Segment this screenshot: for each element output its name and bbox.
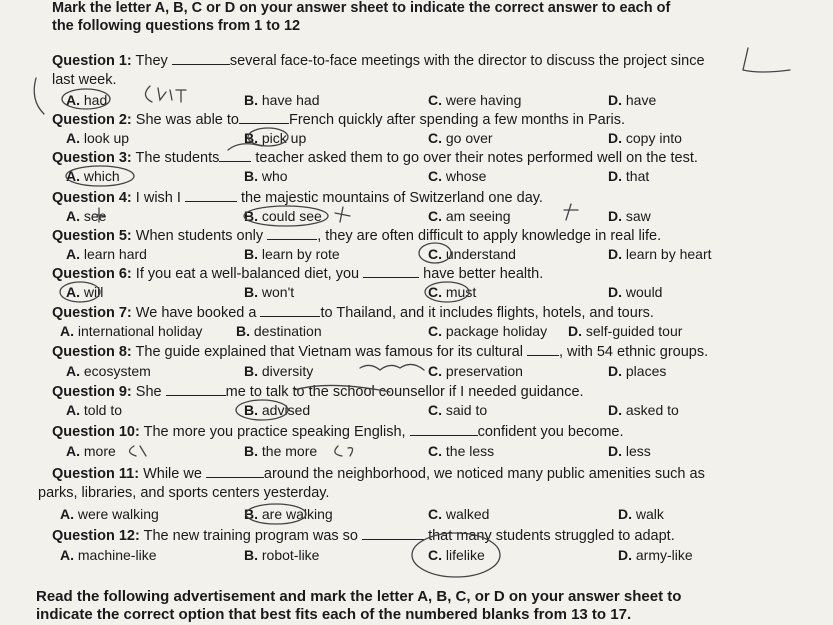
- question-label: Question 11:: [52, 466, 140, 482]
- question-2: [52, 111, 625, 128]
- question-text-pre: The more you practice speaking English,: [143, 424, 406, 440]
- q12-option-a[interactable]: A. machine-like: [60, 547, 157, 563]
- question-text-pre: If you eat a well-balanced diet, you: [135, 266, 360, 282]
- q6-option-a[interactable]: A. will: [66, 284, 104, 300]
- q5-option-b[interactable]: B. learn by rote: [244, 246, 340, 262]
- q6-option-d[interactable]: D. would: [608, 284, 663, 300]
- q7-option-b[interactable]: B. destination: [236, 323, 322, 339]
- q10-option-a[interactable]: A. more: [66, 443, 116, 459]
- q2-option-d[interactable]: D. copy into: [608, 130, 682, 146]
- q5-option-d[interactable]: D. learn by heart: [608, 246, 712, 262]
- q11-option-d[interactable]: D. walk: [618, 506, 664, 522]
- q4-option-a[interactable]: A. see: [66, 208, 107, 224]
- question-text-pre: I wish I: [135, 190, 181, 206]
- q9-option-d[interactable]: D. asked to: [608, 402, 679, 418]
- question-8: [52, 343, 708, 360]
- q3-option-c[interactable]: C. whose: [428, 168, 487, 184]
- question-label: Question 12:: [52, 528, 140, 544]
- question-text-pre: They: [135, 53, 168, 69]
- q12-option-b[interactable]: B. robot-like: [244, 547, 320, 563]
- section-instruction-line-1: Read the following advertisement and mark the letter A, B, C, or D on your answer sheet to: [36, 588, 682, 605]
- question-label: Question 7:: [52, 305, 132, 321]
- question-text-pre: The new training program was so: [143, 528, 358, 544]
- q7-option-d[interactable]: D. self-guided tour: [568, 323, 683, 339]
- question-text-pre: The guide explained that Vietnam was famous for its cultural: [135, 344, 523, 360]
- question-text-post: confident you become.: [477, 424, 624, 440]
- q1-option-b[interactable]: B. have had: [244, 92, 320, 108]
- answer-blank: [185, 189, 237, 202]
- question-label: Question 6:: [52, 266, 132, 282]
- answer-blank: [362, 527, 424, 540]
- q10-option-d[interactable]: D. less: [608, 443, 651, 459]
- q11-option-a[interactable]: A. were walking: [60, 506, 159, 522]
- q9-option-b[interactable]: B. advised: [244, 402, 311, 418]
- question-text-post: me to talk to the school counsellor if I needed guidance.: [225, 384, 584, 400]
- instruction-line-1: Mark the letter A, B, C or D on your answer sheet to indicate the correct answer to each of: [52, 0, 671, 16]
- q4-option-b[interactable]: B. could see: [244, 208, 322, 224]
- q7-option-a[interactable]: A. international holiday: [60, 323, 203, 339]
- answer-blank: [219, 149, 251, 162]
- answer-blank: [527, 343, 559, 356]
- q11-option-b[interactable]: B. are walking: [244, 506, 333, 522]
- q4-option-d[interactable]: D. saw: [608, 208, 651, 224]
- question-text-pre: She: [135, 384, 162, 400]
- question-text-pre: When students only: [135, 228, 264, 244]
- pencil-cross-q4b: [335, 207, 350, 222]
- question-3: [52, 149, 698, 166]
- q5-option-c[interactable]: C. understand: [428, 246, 516, 262]
- q12-option-d[interactable]: D. army-like: [618, 547, 693, 563]
- q8-option-a[interactable]: A. ecosystem: [66, 363, 151, 379]
- question-text-post: , they are often difficult to apply knowledge in real life.: [317, 228, 662, 244]
- answer-blank: [363, 265, 419, 278]
- pencil-scribble-q8: [360, 364, 424, 370]
- question-label: Question 8:: [52, 344, 132, 360]
- q9-option-a[interactable]: A. told to: [66, 402, 123, 418]
- q8-option-b[interactable]: B. diversity: [244, 363, 314, 379]
- question-label: Question 10:: [52, 424, 140, 440]
- q8-option-c[interactable]: C. preservation: [428, 363, 523, 379]
- question-text-pre: She was able to: [135, 112, 239, 128]
- q10-option-b[interactable]: B. the more: [244, 443, 318, 459]
- question-11: [52, 465, 705, 482]
- question-10: [52, 423, 624, 440]
- pencil-cross-q4c: [564, 204, 578, 220]
- q1-option-c[interactable]: C. were having: [428, 92, 522, 108]
- pencil-scribble-q1: [145, 86, 186, 102]
- question-5: [52, 227, 661, 244]
- question-7: [52, 304, 654, 321]
- answer-blank: [267, 227, 317, 240]
- question-label: Question 3:: [52, 150, 132, 166]
- pencil-curve-mark: [34, 78, 44, 114]
- q2-option-a[interactable]: A. look up: [66, 130, 130, 146]
- question-text-post: around the neighborhood, we noticed many public amenities such as: [263, 466, 705, 482]
- question-label: Question 1:: [52, 53, 132, 69]
- question-6: [52, 265, 543, 282]
- question-text-post: that many students struggled to adapt.: [428, 528, 675, 544]
- answer-blank: [410, 423, 478, 436]
- question-1-continued: last week.: [52, 72, 117, 88]
- answer-blank: [206, 465, 264, 478]
- question-11-continued: parks, libraries, and sports centers yesterday.: [38, 485, 330, 501]
- q1-option-a[interactable]: A. had: [66, 92, 108, 108]
- question-text-post: have better health.: [423, 266, 544, 282]
- question-text-post: , with 54 ethnic groups.: [559, 344, 709, 360]
- q3-option-a[interactable]: A. which: [66, 168, 120, 184]
- instruction-line-2: the following questions from 1 to 12: [52, 18, 301, 34]
- question-label: Question 5:: [52, 228, 132, 244]
- q5-option-a[interactable]: A. learn hard: [66, 246, 147, 262]
- answer-blank: [260, 304, 320, 317]
- q6-option-b[interactable]: B. won't: [244, 284, 295, 300]
- question-text-post: the majestic mountains of Switzerland one day.: [240, 190, 543, 206]
- question-9: [52, 383, 584, 400]
- q2-option-c[interactable]: C. go over: [428, 130, 493, 146]
- q7-option-c[interactable]: C. package holiday: [428, 323, 548, 339]
- answer-blank: [166, 383, 226, 396]
- question-label: Question 9:: [52, 384, 132, 400]
- answer-blank: [172, 52, 230, 65]
- q2-option-b[interactable]: B. pick up: [244, 130, 307, 146]
- q3-option-b[interactable]: B. who: [244, 168, 288, 184]
- section-instruction-line-2: indicate the correct option that best fits each of the numbered blanks from 13 to 17.: [36, 606, 632, 623]
- q9-option-c[interactable]: C. said to: [428, 402, 488, 418]
- q1-option-d[interactable]: D. have: [608, 92, 657, 108]
- answer-blank: [239, 111, 289, 124]
- pencil-bracket-mark: [743, 48, 790, 72]
- question-label: Question 4:: [52, 190, 132, 206]
- q11-option-c[interactable]: C. walked: [428, 506, 490, 522]
- q4-option-c[interactable]: C. am seeing: [428, 208, 511, 224]
- question-12: [52, 527, 675, 544]
- q6-option-c[interactable]: C. must: [428, 284, 477, 300]
- question-text-pre: While we: [143, 466, 202, 482]
- question-text-post: to Thailand, and it includes flights, hotels, and tours.: [320, 305, 654, 321]
- pencil-scribble-q10b: [335, 446, 353, 456]
- pencil-scribble-q10a: [129, 446, 146, 456]
- q12-option-c[interactable]: C. lifelike: [428, 547, 485, 563]
- question-text-pre: The students: [135, 150, 220, 166]
- question-label: Question 2:: [52, 112, 132, 128]
- q3-option-d[interactable]: D. that: [608, 168, 650, 184]
- question-text-post: French quickly after spending a few months in Paris.: [288, 112, 626, 128]
- question-text-post: several face-to-face meetings with the director to discuss the project since: [229, 53, 705, 69]
- question-text-pre: We have booked a: [135, 305, 257, 321]
- question-1: [52, 52, 705, 69]
- question-4: [52, 189, 543, 206]
- question-text-post: teacher asked them to go over their notes performed well on the test.: [255, 150, 698, 166]
- q10-option-c[interactable]: C. the less: [428, 443, 495, 459]
- q8-option-d[interactable]: D. places: [608, 363, 667, 379]
